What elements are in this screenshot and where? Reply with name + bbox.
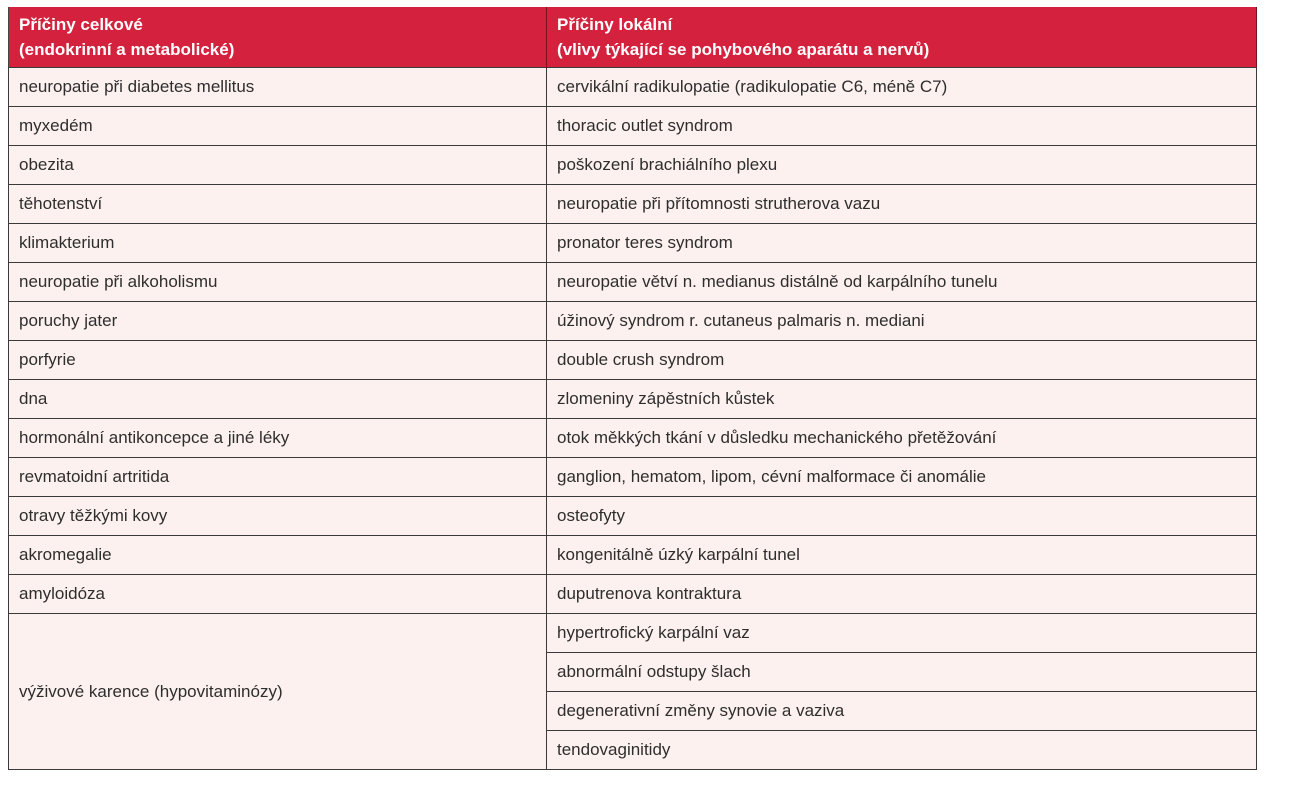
- cell-local: duputrenova kontraktura: [547, 575, 1257, 614]
- cell-general: obezita: [9, 146, 547, 185]
- cell-general: myxedém: [9, 107, 547, 146]
- cell-local: úžinový syndrom r. cutaneus palmaris n. mediani: [547, 302, 1257, 341]
- cell-local: neuropatie při přítomnosti strutherova vazu: [547, 185, 1257, 224]
- table-row: [9, 458, 1257, 497]
- cell-general: neuropatie při alkoholismu: [9, 263, 547, 302]
- cell-general: akromegalie: [9, 536, 547, 575]
- table-row: [9, 302, 1257, 341]
- table-row: [9, 146, 1257, 185]
- cell-local: cervikální radikulopatie (radikulopatie C6, méně C7): [547, 68, 1257, 107]
- cell-general: poruchy jater: [9, 302, 547, 341]
- header-general-subtitle: (endokrinní a metabolické): [19, 40, 235, 59]
- cell-general: hormonální antikoncepce a jiné léky: [9, 419, 547, 458]
- header-local-causes: [547, 7, 1257, 68]
- cell-general: otravy těžkými kovy: [9, 497, 547, 536]
- table-header-row: [9, 7, 1257, 68]
- cell-local: ganglion, hematom, lipom, cévní malformace či anomálie: [547, 458, 1257, 497]
- table-row: [9, 497, 1257, 536]
- cell-local: neuropatie větví n. medianus distálně od karpálního tunelu: [547, 263, 1257, 302]
- table-row: [9, 341, 1257, 380]
- cell-general: porfyrie: [9, 341, 547, 380]
- cell-local: kongenitálně úzký karpální tunel: [547, 536, 1257, 575]
- cell-local: pronator teres syndrom: [547, 224, 1257, 263]
- cell-local: osteofyty: [547, 497, 1257, 536]
- table-row: [9, 185, 1257, 224]
- table-row: [9, 263, 1257, 302]
- table-row: [9, 419, 1257, 458]
- cell-local: zlomeniny zápěstních kůstek: [547, 380, 1257, 419]
- cell-local: thoracic outlet syndrom: [547, 107, 1257, 146]
- cell-general: dna: [9, 380, 547, 419]
- table-row-merged: [9, 614, 1257, 653]
- cell-general: těhotenství: [9, 185, 547, 224]
- causes-table: [8, 7, 1257, 770]
- table-row: [9, 68, 1257, 107]
- table-row: [9, 224, 1257, 263]
- table-row: [9, 380, 1257, 419]
- cell-general: revmatoidní artritida: [9, 458, 547, 497]
- table-row: [9, 536, 1257, 575]
- cell-general: klimakterium: [9, 224, 547, 263]
- cell-general: neuropatie při diabetes mellitus: [9, 68, 547, 107]
- cell-general-merged: výživové karence (hypovitaminózy): [9, 614, 547, 770]
- cell-local: otok měkkých tkání v důsledku mechanického přetěžování: [547, 419, 1257, 458]
- cell-local: degenerativní změny synovie a vaziva: [547, 692, 1257, 731]
- header-general-causes: [9, 7, 547, 68]
- table-row: [9, 107, 1257, 146]
- cell-local: hypertrofický karpální vaz: [547, 614, 1257, 653]
- cell-local: abnormální odstupy šlach: [547, 653, 1257, 692]
- header-local-subtitle: (vlivy týkající se pohybového aparátu a nervů): [557, 40, 930, 59]
- cell-local: double crush syndrom: [547, 341, 1257, 380]
- table-row: [9, 575, 1257, 614]
- cell-local: poškození brachiálního plexu: [547, 146, 1257, 185]
- causes-table-container: [8, 7, 1256, 770]
- header-local-title: Příčiny lokální: [557, 15, 673, 34]
- cell-general: amyloidóza: [9, 575, 547, 614]
- cell-local: tendovaginitidy: [547, 731, 1257, 770]
- header-general-title: Příčiny celkové: [19, 15, 143, 34]
